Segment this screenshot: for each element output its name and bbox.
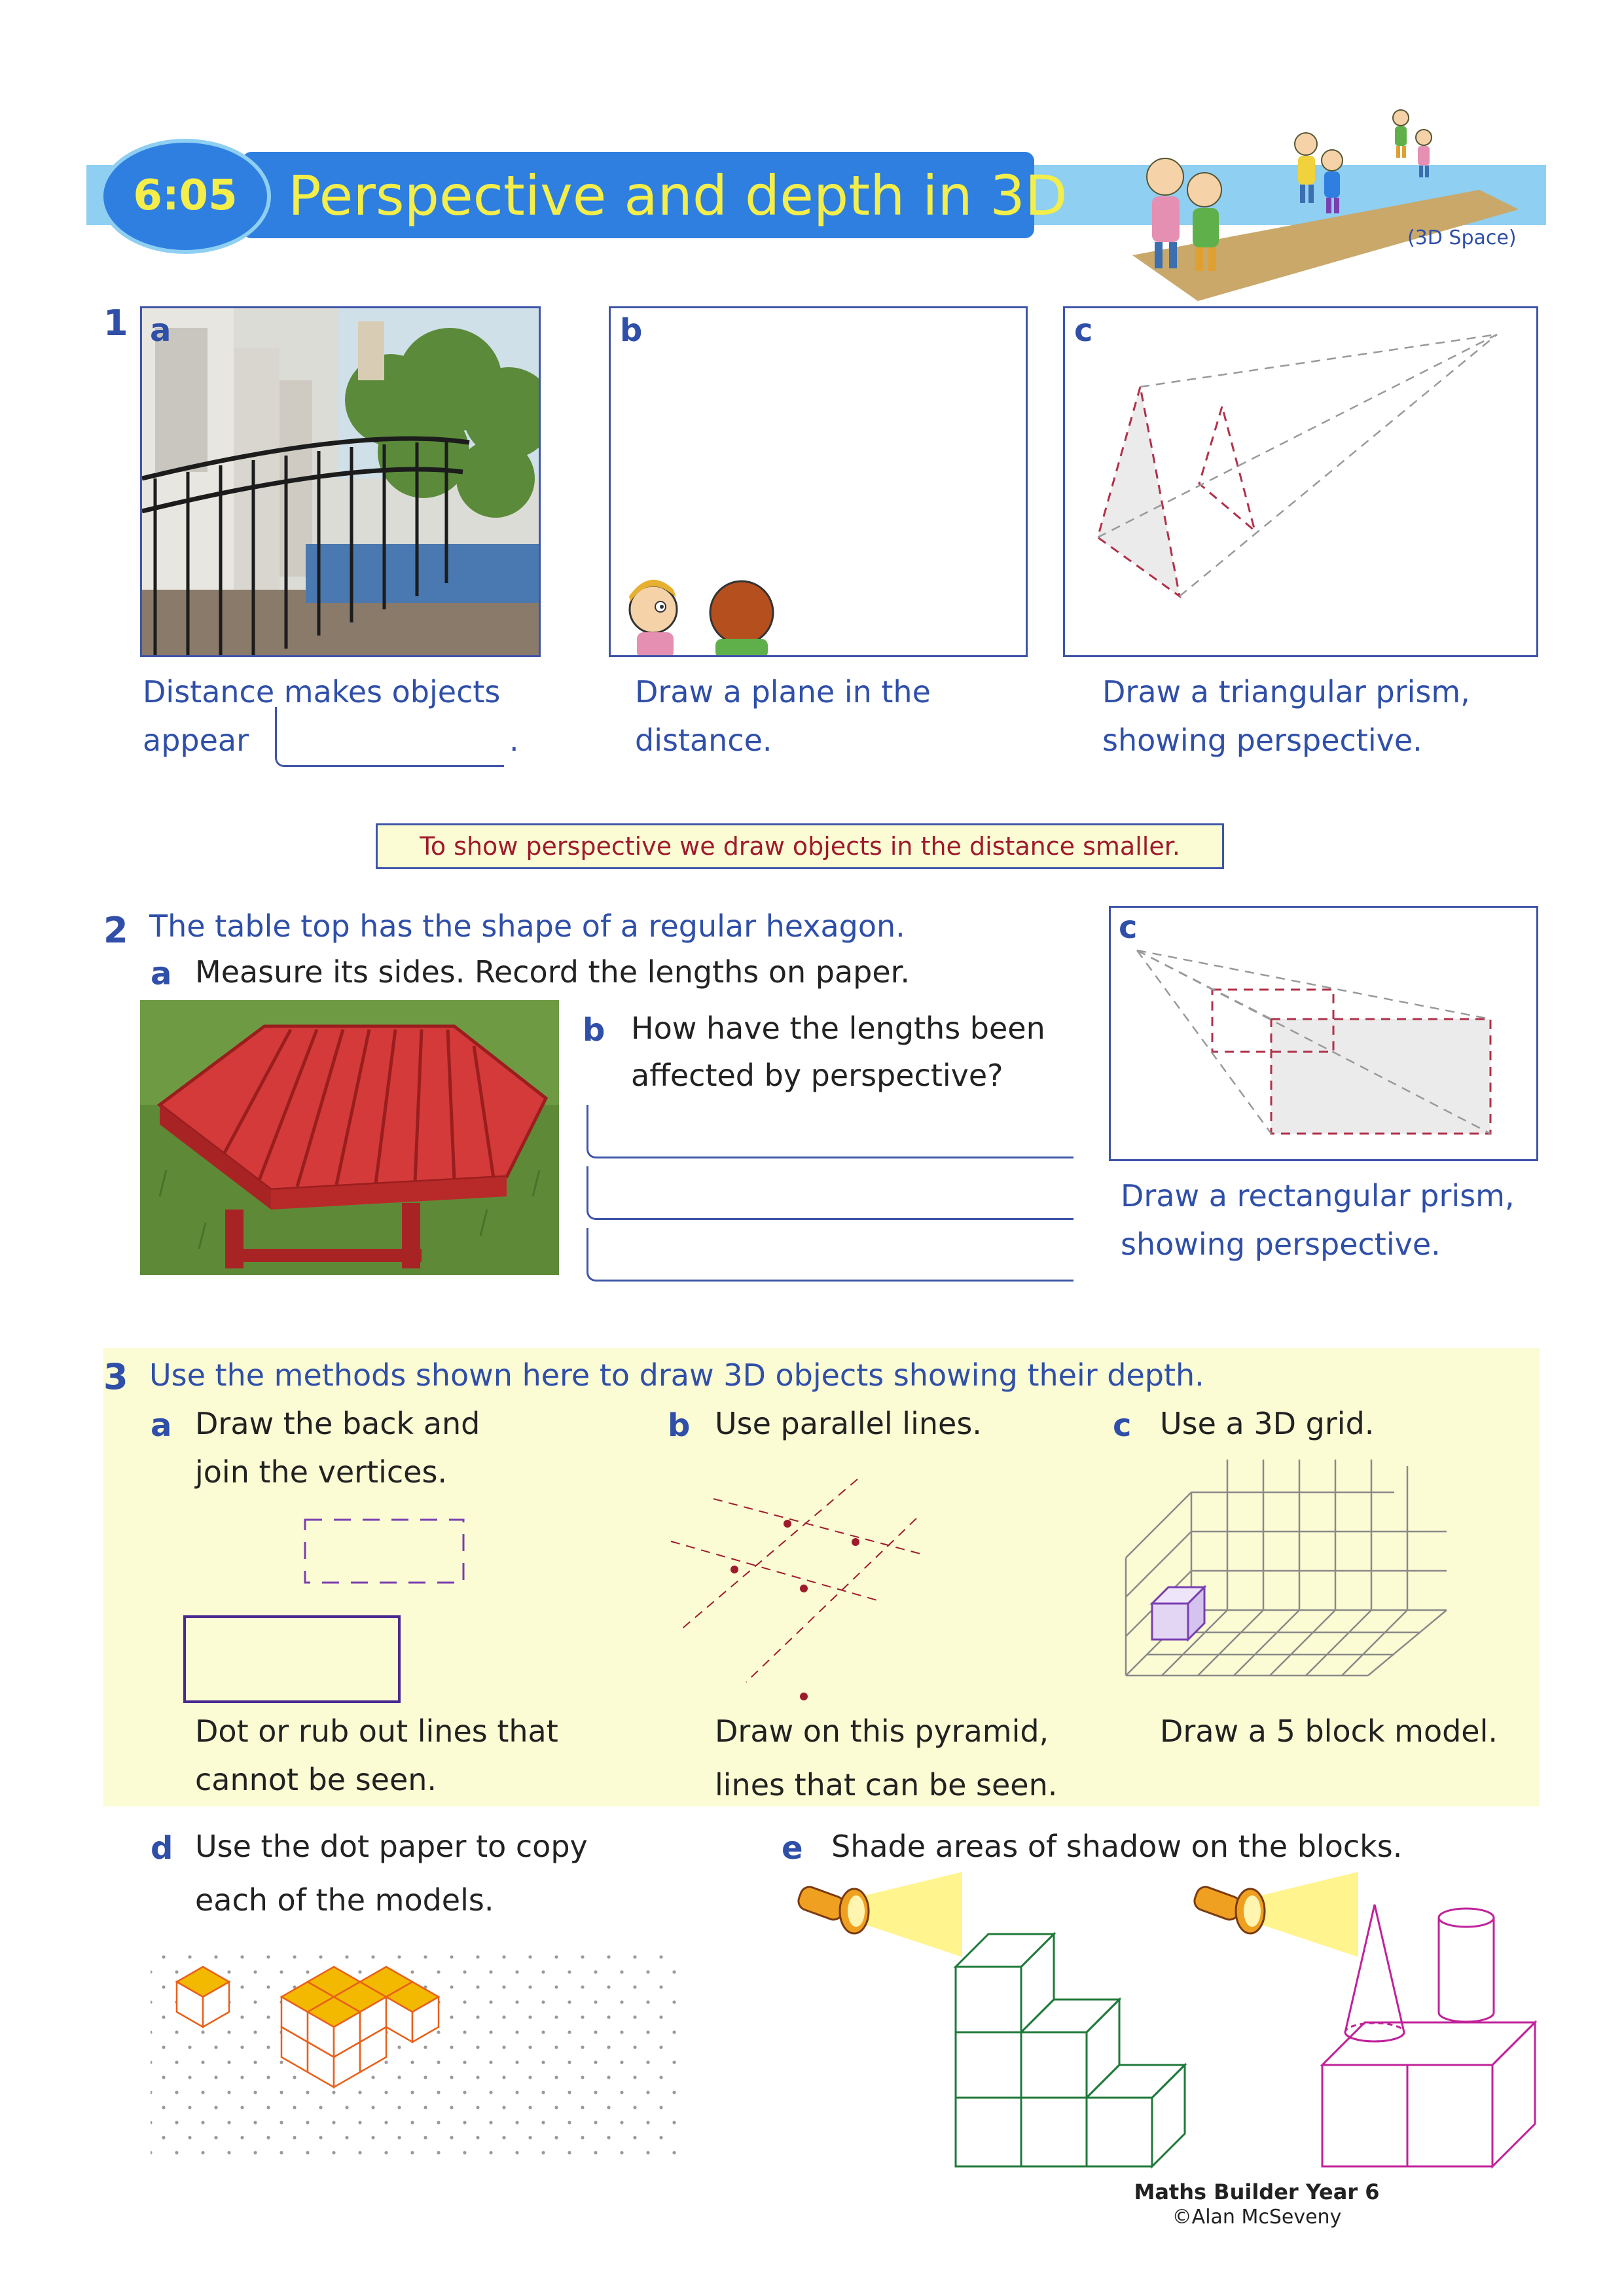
question-2-number: 2 (103, 910, 128, 951)
q3a-foot-line2: cannot be seen. (195, 1762, 437, 1797)
strand-label: (3D Space) (1407, 226, 1517, 249)
back-triangle (1199, 406, 1255, 531)
q3c-text-line1: Use a 3D grid. (1160, 1406, 1375, 1441)
q2a-letter: a (151, 956, 172, 992)
q3a-letter: a (151, 1407, 172, 1444)
q3a-prism-drawing (177, 1512, 478, 1708)
q2b-answer-line-3[interactable] (586, 1228, 1074, 1282)
q3-intro: Use the methods shown here to draw 3D objects showing their depth. (149, 1357, 1204, 1393)
magenta-cone-cylinder-blocks[interactable] (1316, 1898, 1551, 2173)
q1b-letter: b (620, 312, 643, 349)
page-title: Perspective and depth in 3D (288, 164, 1068, 228)
child-figure-3 (1295, 133, 1317, 203)
q1a-text-line2-prefix: appear (143, 723, 249, 758)
q1c-figure[interactable] (1063, 306, 1538, 657)
q3a-text-line2: join the vertices. (195, 1454, 448, 1490)
balcony-photo (142, 308, 539, 655)
parallel-guide-lines (671, 1479, 923, 1682)
q2-intro: The table top has the shape of a regular hexagon. (149, 908, 905, 944)
question-1-number: 1 (103, 302, 128, 344)
q2c-letter: c (1119, 909, 1138, 946)
q2c-text-line2: showing perspective. (1121, 1227, 1441, 1262)
footer-copyright: ©Alan McSeveny (1172, 2206, 1342, 2229)
q1b-text-line1: Draw a plane in the (635, 674, 931, 709)
q3b-pyramid-drawing (661, 1466, 936, 1715)
pyramid-vertices (731, 1520, 859, 1700)
grid-lines (1126, 1460, 1447, 1676)
q1a-letter: a (150, 312, 171, 349)
q1c-letter: c (1074, 312, 1093, 349)
q1a-text-line2-suffix: . (509, 723, 519, 758)
q3b-text-line1: Use parallel lines. (715, 1406, 982, 1441)
q1b-drawing-area[interactable] (609, 306, 1028, 657)
q3e-text-line1: Shade areas of shadow on the blocks. (831, 1829, 1403, 1864)
q2b-text-line1: How have the lengths been (631, 1011, 1045, 1046)
hexagon-table-photo (140, 1000, 559, 1275)
q3b-letter: b (668, 1407, 691, 1444)
q1a-text-line1: Distance makes objects (143, 674, 501, 709)
green-stepped-blocks[interactable] (949, 1898, 1224, 2173)
child-figure-5 (1393, 110, 1409, 158)
q2b-text-line2: affected by perspective? (631, 1058, 1003, 1093)
cartoon-kids-illustration (611, 564, 794, 657)
q3c-letter: c (1113, 1407, 1132, 1444)
q1c-text-line1: Draw a triangular prism, (1102, 674, 1470, 709)
triangular-prism-perspective (1065, 308, 1536, 655)
q2c-text-line1: Draw a rectangular prism, (1121, 1178, 1515, 1213)
purple-cube (1152, 1587, 1204, 1640)
rectangular-prism-perspective (1111, 908, 1536, 1159)
q3a-text-line1: Draw the back and (195, 1406, 480, 1441)
back-rectangle-dashed (305, 1520, 463, 1583)
torch-beam (854, 1872, 962, 1957)
q1a-figure (140, 306, 541, 657)
lesson-code: 6:05 (133, 171, 238, 220)
q3b-foot-line1: Draw on this pyramid, (715, 1713, 1049, 1749)
child-figure-4 (1322, 150, 1343, 213)
boy-cartoon (710, 581, 773, 657)
girl-cartoon (629, 580, 677, 657)
q3d-letter: d (151, 1830, 173, 1867)
cone (1345, 1905, 1404, 2041)
cylinder-top (1439, 1909, 1494, 1927)
q3d-text-line2: each of the models. (195, 1882, 494, 1918)
question-3-number: 3 (103, 1356, 128, 1397)
q3c-foot-line1: Draw a 5 block model. (1160, 1713, 1498, 1749)
q2b-letter: b (583, 1012, 605, 1049)
q3b-foot-line2: lines that can be seen. (715, 1767, 1058, 1803)
q3e-letter: e (782, 1830, 803, 1867)
torch-icon-1 (792, 1872, 962, 1957)
front-triangle (1098, 387, 1180, 596)
q1b-text-line2: distance. (635, 723, 772, 758)
q2a-text: Measure its sides. Record the lengths on paper. (195, 954, 910, 990)
q3d-text-line1: Use the dot paper to copy (195, 1829, 588, 1864)
tip-text: To show perspective we draw objects in the distance smaller. (420, 832, 1180, 861)
q1a-answer-field[interactable] (275, 707, 504, 767)
front-rectangle (185, 1617, 399, 1702)
children-walking-illustration (1113, 98, 1519, 308)
footer-book-title: Maths Builder Year 6 (1134, 2179, 1380, 2204)
q3a-foot-line1: Dot or rub out lines that (195, 1713, 558, 1749)
tip-box (376, 823, 1224, 869)
q2b-answer-line-1[interactable] (586, 1105, 1074, 1158)
child-figure-6 (1416, 130, 1432, 177)
isometric-dot-paper[interactable] (151, 1950, 681, 2160)
q2c-figure[interactable] (1109, 906, 1538, 1161)
q3c-3d-grid[interactable] (1106, 1460, 1460, 1708)
q1c-text-line2: showing perspective. (1102, 723, 1422, 758)
q2b-answer-line-2[interactable] (586, 1166, 1074, 1220)
